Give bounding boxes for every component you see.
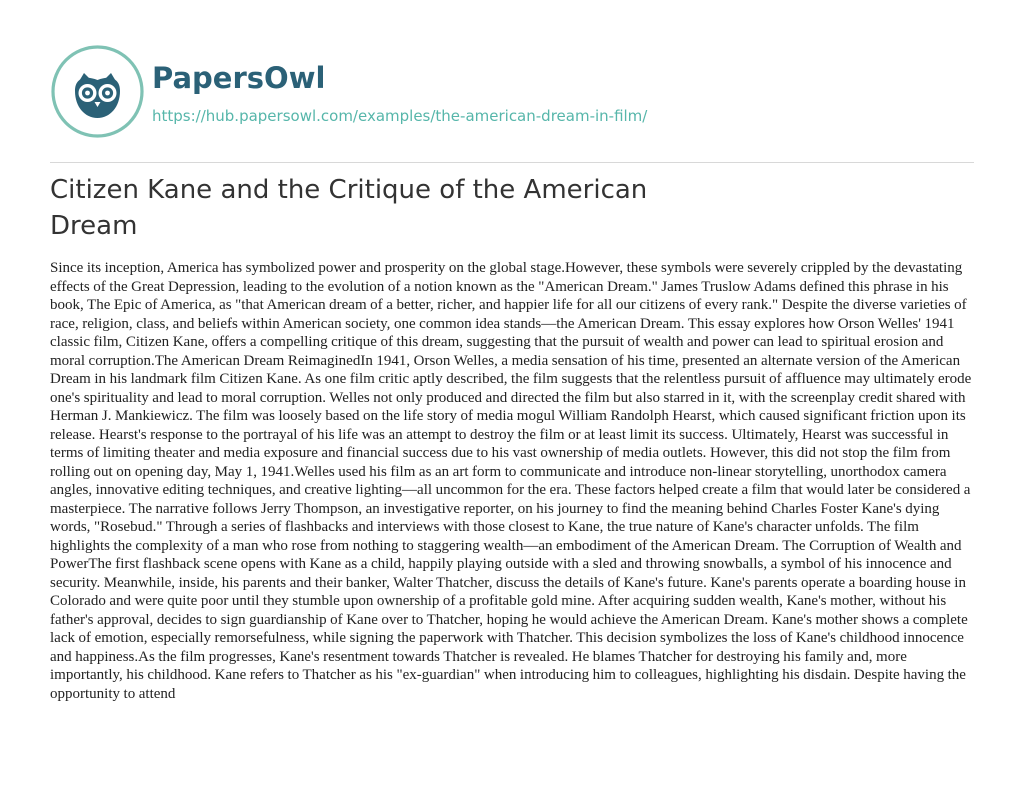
owl-logo-icon[interactable] [51,45,144,138]
article-title: Citizen Kane and the Critique of the American Dream [50,175,648,241]
source-url-link[interactable]: https://hub.papersowl.com/examples/the-american-dream-in-film/ [152,107,648,125]
site-header [0,0,1024,162]
article-body: Since its inception, America has symbolized power and prosperity on the global stage.However, these symbols were severely crippled by the devastating effects of the Great Depression, leading to the evolution of a notion known as the "American Dream." James Truslow Adams defined this phrase in his book, The Epic of America, as "that American dream of a better, richer, and happier life for all our citizens of every rank." Despite the diverse varieties of race, religion, class, and beliefs within American society, one common idea stands—the American Dream. This essay explores how Orson Welles' 1941 classic film, Citizen Kane, offers a compelling critique of this dream, suggesting that the pursuit of wealth and power can lead to spiritual erosion and moral corruption.The American Dream ReimaginedIn 1941, Orson Welles, a media sensation of his time, presented an alternate version of the American Dream in his landmark film Citizen Kane. As one film critic aptly described, the film suggests that the relentless pursuit of affluence may ultimately erode one's spirituality and lead to moral corruption. Welles not only produced and directed the film but also starred in it, with the screenplay credit shared with Herman J. Mankiewicz. The film was loosely based on the life story of media mogul William Randolph Hearst, which caused significant friction upon its release. Hearst's response to the portrayal of his life was an attempt to destroy the film or at least limit its success. Ultimately, Hearst was successful in terms of limiting theater and media exposure and financial success due to his vast ownership of media outlets. However, this did not stop the film from rolling out on opening day, May 1, 1941.Welles used his film as an art form to communicate and introduce non-linear storytelling, unorthodox camera angles, innovative editing techniques, and creative lighting—all uncommon for the era. These factors helped create a film that would later be considered a masterpiece. The narrative follows Jerry Thompson, an investigative reporter, on his journey to find the meaning behind Charles Foster Kane's dying words, "Rosebud." Through a series of flashbacks and interviews with those closest to Kane, the true nature of Kane's character unfolds. The film highlights the complexity of a man who rose from nothing to staggering wealth—an embodiment of the American Dream. The Corruption of Wealth and PowerThe first flashback scene opens with Kane as a child, happily playing outside with a sled and throwing snowballs, a symbol of his innocence and security. Meanwhile, inside, his parents and their banker, Walter Thatcher, discuss the details of Kane's future. Kane's parents operate a boarding house in Colorado and were quite poor until they stumble upon ownership of a profitable gold mine. After acquiring sudden wealth, Kane's mother, without his father's approval, decides to sign guardianship of Kane over to Thatcher, hoping he would achieve the American Dream. Kane's mother shows a complete lack of emotion, especially remorsefulness, while signing the paperwork with Thatcher. This decision symbolizes the loss of Kane's childhood innocence and happiness.As the film progresses, Kane's resentment towards Thatcher is revealed. He blames Thatcher for destroying his family and, more importantly, his childhood. Kane refers to Thatcher as his "ex-guardian" when introducing him to colleagues, highlighting his disdain. Despite having the opportunity to attend [50,260,972,702]
brand-name[interactable]: PapersOwl [152,61,326,95]
header-divider [50,162,974,163]
